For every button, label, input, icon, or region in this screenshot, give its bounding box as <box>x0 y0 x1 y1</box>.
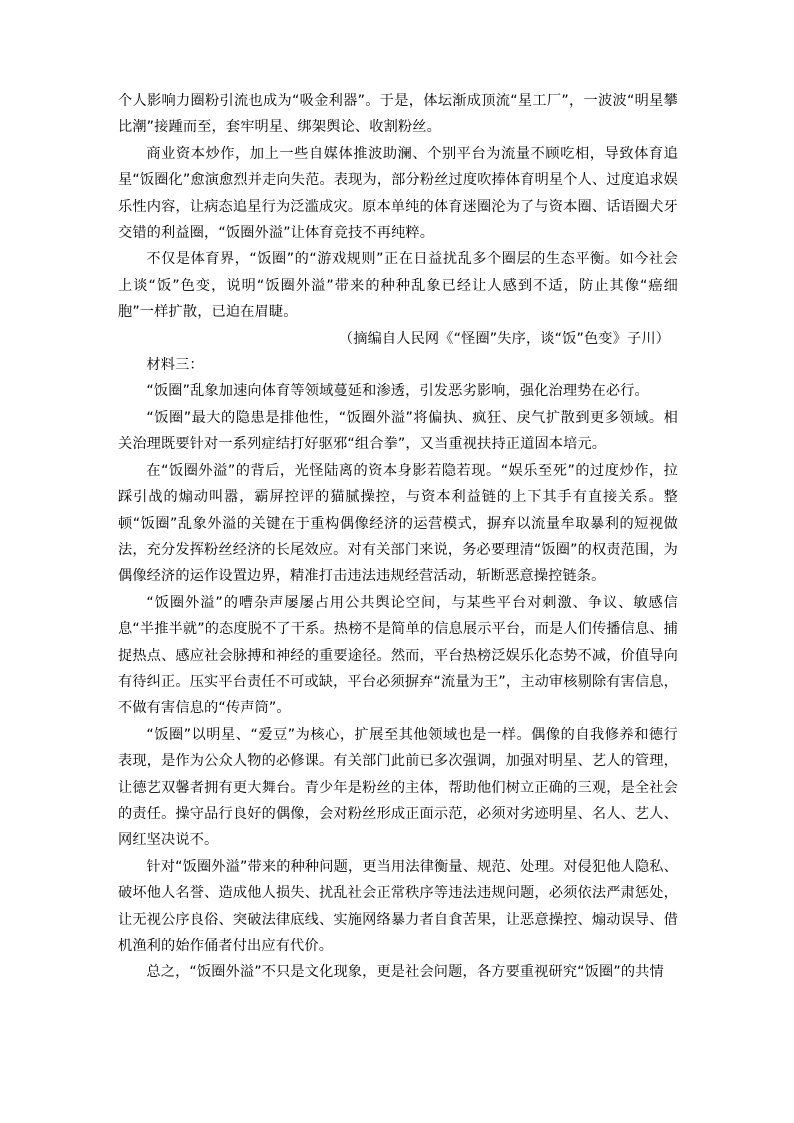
paragraph-m3-1: “饭圈”乱象加速向体育等领域蔓延和渗透，引发恶劣影响，强化治理势在必行。 <box>146 383 649 400</box>
paragraph-m3-4: “饭圈外溢”的嘈杂声屡屡占用公共舆论空间，与某些平台对刺激、争议、敏感信息“半推半就”的态度脱不了干系。热榜不是简单的信息展示平台，而是人们传播信息、捕捉热点、感应社会脉搏和神经的重要途径。然而，平台热榜泛娱乐化态势不减，价值导向有待纠正。压实平台责任不可或缺，平台必须摒弃“流量为王”，主动审核剔除有害信息，不做有害信息的“传声筒”。 <box>118 594 678 717</box>
paragraph-m3-2: “饭圈”最大的隐患是排他性，“饭圈外溢”将偏执、疯狂、戾气扩散到更多领域。相关治理既要针对一系列症结打好驱邪“组合拳”，又当重视扶持正道固本培元。 <box>118 409 678 453</box>
paragraph-commercial-capital: 商业资本炒作，加上一些自媒体推波助澜、个别平台为流量不顾吃相，导致体育追星“饭圈化”愈演愈烈并走向失范。表现为，部分粉丝过度吹捧体育明星个人、过度追求娱乐性内容，让病态追星行为泛滥成灾。原本单纯的体育迷圈沦为了与资本圈、话语圈犬牙交错的利益圈，“饭圈外溢”让体育竞技不再纯粹。 <box>118 145 678 242</box>
paragraph-not-only-sports: 不仅是体育界，“饭圈”的“游戏规则”正在日益扰乱多个圈层的生态平衡。如今社会上谈“饭”色变，说明“饭圈外溢”带来的种种乱象已经让人感到不适，防止其像“癌细胞”一样扩散，已迫在眉睫。 <box>118 251 678 321</box>
paragraph-m3-5: “饭圈”以明星、“爱豆”为核心，扩展至其他领域也是一样。偶像的自我修养和德行表现，是作为公众人物的必修课。有关部门此前已多次强调，加强对明星、艺人的管理，让德艺双馨者拥有更大舞台。青少年是粉丝的主体，帮助他们树立正确的三观，是全社会的责任。操守品行良好的偶像，会对粉丝形成正面示范，必须对劣迹明星、名人、艺人、网红坚决说不。 <box>118 726 678 849</box>
paragraph-m3-6: 针对“饭圈外溢”带来的种种问题，更当用法律衡量、规范、处理。对侵犯他人隐私、破坏他人名誉、造成他人损失、扰乱社会正常秩序等违法违规问题，必须依法严肃惩处，让无视公序良俗、突破法律底线、实施网络暴力者自食苦果，让恶意操控、煽动误导、借机渔利的始作俑者付出应有代价。 <box>118 858 678 954</box>
paragraph-m3-3: 在“饭圈外溢”的背后，光怪陆离的资本身影若隐若现。“娱乐至死”的过度炒作，拉踩引战的煽动叫嚣，霸屏控评的猫腻操控，与资本利益链的上下其手有直接关系。整顿“饭圈”乱象外溢的关键在于重构偶像经济的运营模式，摒弃以流量牟取暴利的短视做法，充分发挥粉丝经济的长尾效应。对有关部门来说，务必要理清“饭圈”的权责范围，为偶像经济的运作设置边界，精准打击违法违规经营活动，斩断恶意操控链条。 <box>118 462 678 585</box>
paragraph-continued: 个人影响力圈粉引流也成为“吸金利器”。于是，体坛渐成顶流“星工厂”，一波波“明星攀比潮”接踵而至，套牢明星、绑架舆论、收割粉丝。 <box>118 93 678 136</box>
source-citation: （摘编自人民网《“怪圈”失序，谈“饭”色变》子川） <box>338 330 670 347</box>
material-three-heading: 材料三： <box>146 357 204 374</box>
document-page <box>118 88 678 986</box>
paragraph-m3-7: 总之，“饭圈外溢”不只是文化现象，更是社会问题，各方要重视研究“饭圈”的共情 <box>146 964 664 981</box>
